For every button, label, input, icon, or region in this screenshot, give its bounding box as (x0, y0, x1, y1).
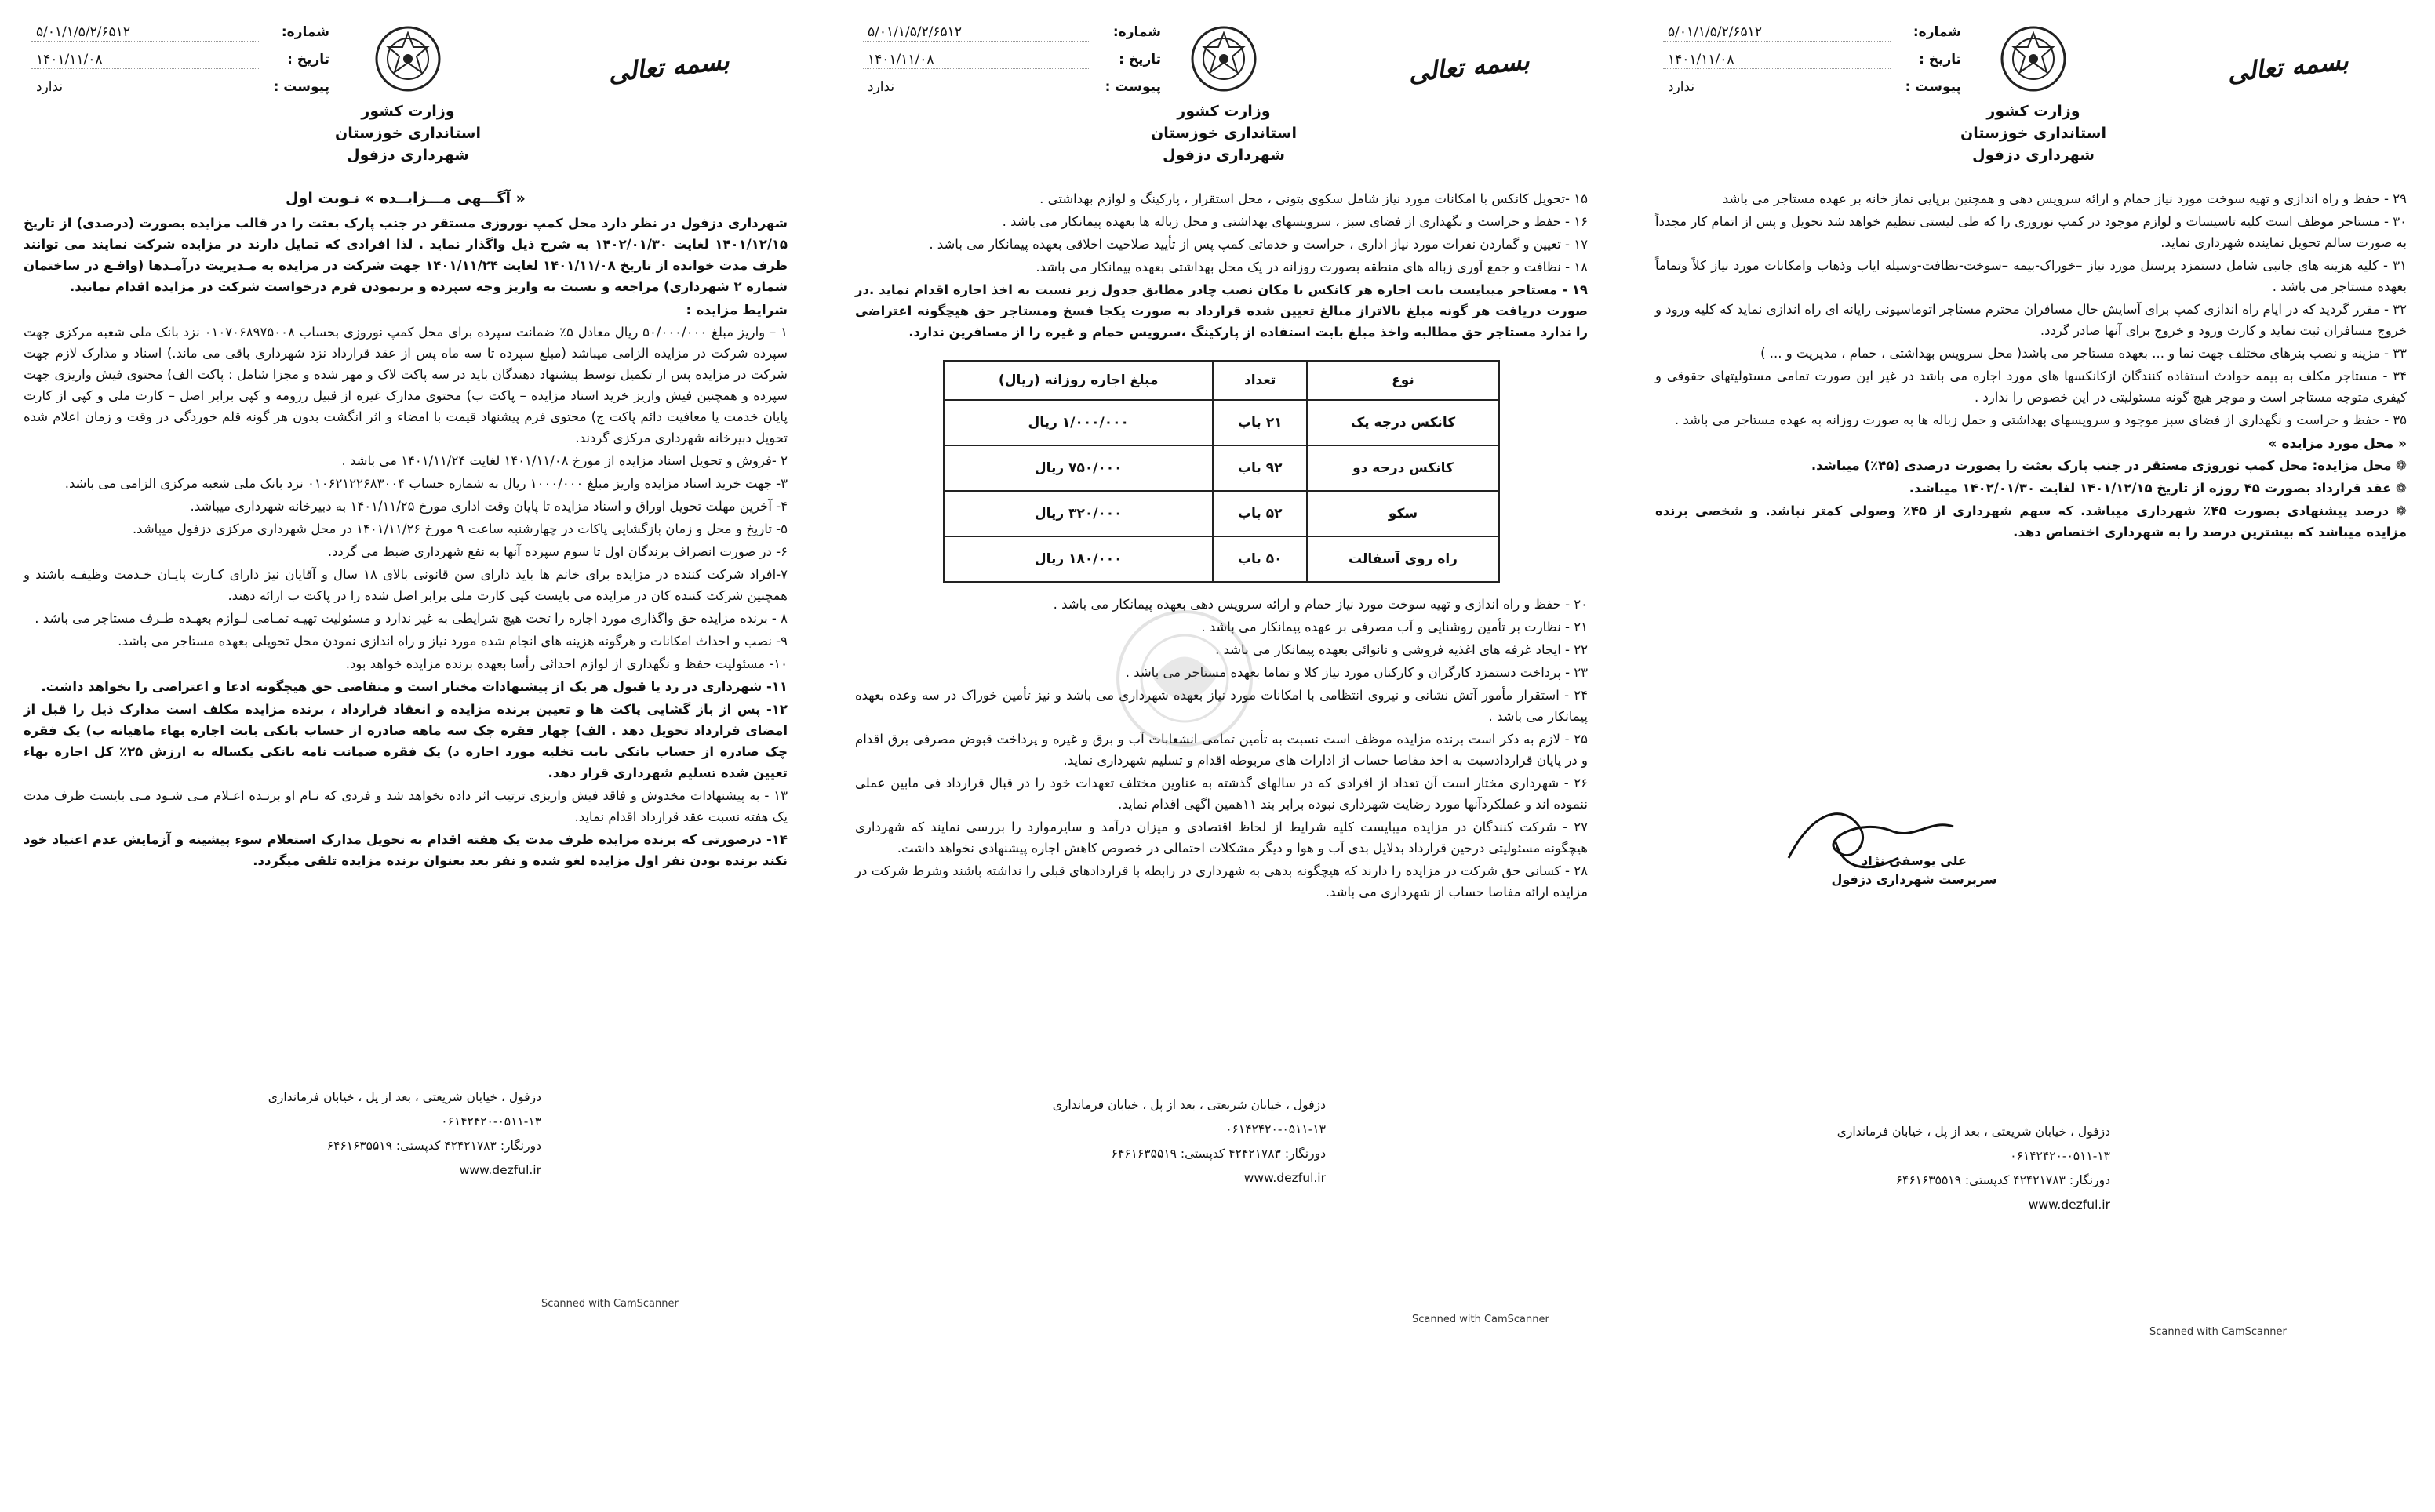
footer-website: www.dezful.ir (1243, 1171, 1326, 1185)
page-1 (0, 0, 816, 1512)
number-value: ۵/۰۱/۱/۵/۲/۶۵۱۲ (863, 24, 1090, 42)
place-bullet: ❁ محل مزایده: محل کمپ نوروزی مستقر در جنب پارک بعثت را بصورت درصدی (۴۵٪) میباشد. (1811, 458, 2407, 473)
condition-item: ۲۸ - کسانی حق شرکت در مزایده را دارند که هیچگونه بدهی به شهرداری در رابطه با قراردادهای قبلی را نداشته باشند وشرط شرکت در مزایده ارائه مفاصا حساب از شهرداری می باشد. (855, 863, 1588, 900)
condition-item: ۲۳ - پرداخت دستمزد کارگران و کارکنان مورد نیاز کلا و تماما بعهده مستاجر می باشد . (1125, 665, 1588, 680)
condition-item: ۳۰ - مستاجر موظف است کلیه تاسیسات و لوازم موجود در کمپ نوروزی را که طی لیستی تنظیم خواهد شد تحویل و پس از اتمام کار مجدداً به صورت سالم تحویل نماینده شهرداری نماید. (1655, 214, 2407, 250)
ministry-line: وزارت کشور (1177, 103, 1271, 120)
table-row (944, 536, 1499, 582)
conditions-heading: شرایط مزایده : (686, 303, 788, 318)
attachment-value: ندارد (31, 78, 259, 96)
condition-item: ۳۴ - مستاجر مکلف به بیمه حوادث استفاده کنندگان ازکانکسها های مورد اجاره می باشد در غیر این صورت تمامی مسئولیتهای حقوقی و کیفری متوجه مستاجر است و موجر هیچ گونه مسئولیتی در این خصوص را ندارد . (1655, 369, 2407, 405)
municipality-emblem-icon (1998, 24, 2069, 94)
condition-item: ۷-افراد شرکت کننده در مزایده برای خانم ها باید دارای سن قانونی بالای ۱۸ سال و آقایان نیز دارای کـارت پایـان خـدمت وظیفـه باشند و همچنین شرکت کننده کان در مزایده می بایست کپی کارت ملی برابر اصل شده را در پاکت ب ارائه دهند. (24, 567, 788, 603)
condition-item: ۱۷ - تعیین و گماردن نفرات مورد نیاز اداری ، حراست و خدماتی کمپ پس از تأیید صلاحیت اخلاقی بعهده پیمانکار می باشد . (929, 237, 1588, 252)
scanner-label: Scanned with CamScanner (2149, 1326, 2287, 1338)
column-header: نوع (1307, 361, 1499, 400)
bismillah: بسمه تعالی (1407, 45, 1531, 88)
ministry-line: وزارت کشور (1986, 103, 2080, 120)
reference-block (1663, 24, 1961, 106)
date-label: تاریخ : (287, 52, 329, 67)
condition-item: ۳- جهت خرید اسناد مزایده واریز مبلغ ۱۰۰۰/۰۰۰ ریال به شماره حساب ۰۱۰۶۲۱۲۲۶۸۳۰۰۴ نزد بانک ملی شعبه مرکزی الزامی می باشد. (64, 476, 788, 491)
ministry-line: شهرداری دزفول (1972, 147, 2095, 164)
ministry-block (335, 100, 481, 166)
footer-website: www.dezful.ir (2028, 1198, 2110, 1212)
condition-item: ۲۹ - حفظ و راه اندازی و تهیه سوخت مورد نیاز حمام و ارائه سرویس دهی و همچنین برپایی نماز خانه بر عهده مستاجر می باشد (1722, 191, 2407, 206)
page-3-content (1632, 188, 2435, 543)
condition-item: ۲۶ - شهرداری مختار است آن تعداد از افرادی که در سالهای گذشته به عناوین مختلف تعهدات خود را در قبال قرارداد فی مابین عملی ننموده اند و عملکردآنها مورد رضایت شهرداری نبوده برابر بند ۱۱همین اگهی اقدام نماید. (855, 776, 1588, 812)
ministry-line: استانداری خوزستان (1960, 125, 2107, 142)
ministry-block (1151, 100, 1297, 166)
condition-item: ۳۵ - حفظ و حراست و نگهداری از فضای سبز موجود و سرویسهای بهداشتی و حمل زباله ها به صورت روزانه به عهده مستاجر می باشد . (1674, 413, 2407, 427)
condition-item: ۱ – واریز مبلغ ۵۰/۰۰۰/۰۰۰ ریال معادل ۵٪ ضمانت سپرده برای محل کمپ نوروزی بحساب ۰۱۰۷۰۶۸۹۷۵۰۰۸ نزد بانک ملی شعبه مرکزی جهت سپرده شرکت در مزایده الزامی میباشد (مبلغ سپرده تا سه ماه پس از عقد قرارداد نزد شهرداری باقی می ماند.) اسناد و مدارک لازم جهت شرکت در مزایده پس از تکمیل توسط پیشنهاد دهندگان باید در سه پاکت لاک و مهر شده و مجزا شامل : پاکت الف) محتوی فیش واریزی جهت سپرده و همچنین فیش واریز خرید اسناد مزایده – پاکت ب) محتوی مدارک غیره از قبیل رزومه و کپی برابر اصل – کارت ملی و کپی از کارت پایان خدمت یا معافیت دائم پاکت ج) محتوی فرم پیشنهاد قیمت با امضاء و اثر انگشت بدون هر گونه قلم خوردگی در وقت و زمان اعلام شده تحویل دبیرخانه شهرداری مرکزی گردند. (24, 325, 788, 445)
table-row (944, 445, 1499, 491)
date-label: تاریخ : (1919, 52, 1961, 67)
condition-item: ۲۱ - نظارت بر تأمین روشنایی و آب مصرفی بر عهده پیمانکار می باشد . (1201, 620, 1588, 634)
footer-fax-postal: دورنگار: ۴۲۴۲۱۷۸۳ کدپستی: ۶۴۶۱۶۳۵۵۱۹ (326, 1139, 541, 1153)
letterhead (0, 0, 816, 188)
attachment-value: ندارد (1663, 78, 1891, 96)
condition-item: ۲۵ - لازم به ذکر است برنده مزایده موظف است نسبت به تأمین تمامی انشعابات آب و برق و غیره و پرداخت قبوض مصرفی برق اقدام و در پایان قراردادسبت به اخذ مفاصا حساب از ادارات های مربوطه اقدام و تسلیم شهرداری نماید. (855, 732, 1588, 768)
bismillah: بسمه تعالی (2226, 45, 2350, 88)
condition-item: ۸ - برنده مزایده حق واگذاری مورد اجاره را تحت هیچ شرایطی به غیر ندارد و مسئولیت تهیـه تمـامی لـوازم بعهـده طـرف مستاجر می باشد . (35, 611, 788, 626)
ministry-line: شهرداری دزفول (347, 147, 469, 164)
footer (981, 1093, 1326, 1190)
municipality-emblem-icon (1188, 24, 1259, 94)
condition-item: ۳۲ - مقرر گردید که در ایام راه اندازی کمپ برای آسایش حال مسافران محترم مستاجر اتوماسیونی رایانه ای راه اندازی نماید که کلیه ورود و خروج مسافران ثبت نماید و کارت ورود و خروج برای آنها صادر گردد. (1655, 302, 2407, 338)
ministry-line: استانداری خوزستان (1150, 125, 1298, 142)
table-cell: کانکس درجه دو (1307, 445, 1499, 491)
footer (196, 1085, 541, 1183)
table-cell: ۵۰ باب (1213, 536, 1307, 582)
date-value: ۱۴۰۱/۱۱/۰۸ (1663, 51, 1891, 69)
scanner-label: Scanned with CamScanner (541, 1298, 679, 1310)
place-bullet: ❁ عقد قرارداد بصورت ۴۵ روزه از تاریخ ۱۴۰۱/۱۲/۱۵ لغایت ۱۴۰۲/۰۱/۳۰ میباشد. (1909, 481, 2407, 496)
number-label: شماره: (1913, 24, 1961, 40)
notice-title: « آگـــهی مـــزایــده » نـوبت اول (286, 190, 526, 207)
letterhead (832, 0, 1616, 188)
table-row (944, 400, 1499, 445)
table-cell: ۵۲ باب (1213, 491, 1307, 536)
condition-item: ۱۵ -تحویل کانکس با امکانات مورد نیاز شامل سکوی بتونی ، محل استقرار ، پارکینگ و لوازم بهداشتی . (1039, 191, 1588, 206)
condition-item: ۱۱- شهرداری در رد یا قبول هر یک از پیشنهادات مختار است و متقاضی حق هیچگونه ادعا و اعتراضی را نخواهد داشت. (41, 679, 788, 694)
rent-table-header (944, 361, 1499, 400)
table-cell: کانکس درجه یک (1307, 400, 1499, 445)
reference-block (863, 24, 1161, 106)
condition-item: ۲۷ - شرکت کنندگان در مزایده میبایست کلیه شرایط از لحاظ اقتصادی و میزان درآمد و سایرموارد را بررسی نمایند که شهرداری هیچگونه مسئولیتی درحین قرارداد بدلایل بدی آب و هوا و دیگر مشکلات احتمالی در خصوص کاهش اجاره پیشنهادی نخواهد داشت. (855, 820, 1588, 856)
signatory (1812, 852, 2016, 889)
page-1-content (0, 188, 816, 871)
table-cell: ۱۸۰/۰۰۰ ریال (944, 536, 1213, 582)
attachment-label: پیوست : (273, 79, 329, 95)
page-3 (1632, 0, 2435, 1512)
signatory-title: سرپرست شهرداری دزفول (1831, 872, 1997, 887)
reference-block (31, 24, 329, 106)
condition-item: ۲۲ - ایجاد غرفه های اغذیه فروشی و نانوائی بعهده پیمانکار می باشد . (1215, 642, 1588, 657)
place-bullet: ❁ درصد پیشنهادی بصورت ۴۵٪ شهرداری میباشد. که سهم شهرداری از ۴۵٪ وصولی کمتر نباشد. و شخصی برنده مزایده میباشد که بیشترین درصد را به شهرداری اختصاص دهد. (1655, 503, 2407, 540)
bismillah: بسمه تعالی (606, 45, 731, 88)
condition-item: ۲ -فروش و تحویل اسناد مزایده از مورخ ۱۴۰۱/۱۱/۰۸ لغایت ۱۴۰۱/۱۱/۲۴ می باشد . (341, 453, 788, 468)
ministry-line: وزارت کشور (361, 103, 455, 120)
attachment-value: ندارد (863, 78, 1090, 96)
number-label: شماره: (1112, 24, 1161, 40)
condition-item: ۳۳ - مزینه و نصب بنرهای مختلف جهت نما و ... بعهده مستاجر می باشد( محل سرویس بهداشتی ، حمام ، مدیریت و ... ) (1760, 346, 2407, 361)
page-2 (832, 0, 1616, 1512)
ministry-line: شهرداری دزفول (1163, 147, 1285, 164)
page-2-content (832, 188, 1616, 903)
table-cell: ۱/۰۰۰/۰۰۰ ریال (944, 400, 1213, 445)
rent-table (943, 360, 1500, 583)
footer-address: دزفول ، خیابان شریعتی ، بعد از پل ، خیابان فرمانداری ۱۳-۰۵۱۱-۰۶۱۴۲۴۲۰ (268, 1090, 541, 1129)
date-value: ۱۴۰۱/۱۱/۰۸ (31, 51, 259, 69)
footer (1765, 1120, 2110, 1217)
footer-website: www.dezful.ir (459, 1163, 541, 1177)
number-label: شماره: (281, 24, 329, 40)
letterhead (1632, 0, 2435, 188)
stamp-watermark-icon (1098, 604, 1271, 753)
table-cell: ۷۵۰/۰۰۰ ریال (944, 445, 1213, 491)
condition-item: ۵- تاریخ و محل و زمان بازگشایی پاکات در چهارشنبه ساعت ۹ مورخ ۱۴۰۱/۱۱/۲۶ در محل شهرداری مرکزی دزفول میباشد. (132, 522, 788, 536)
ministry-block (1960, 100, 2106, 166)
attachment-label: پیوست : (1105, 79, 1161, 95)
municipality-emblem-icon (373, 24, 443, 94)
table-cell: راه روی آسفالت (1307, 536, 1499, 582)
ministry-line: استانداری خوزستان (334, 125, 482, 142)
condition-item: ۲۰ - حفظ و راه اندازی و تهیه سوخت مورد نیاز حمام و ارائه سرویس دهی بعهده پیمانکار می باشد . (1053, 597, 1588, 612)
signatory-name: علی یوسفی نژاد (1862, 853, 1967, 868)
number-value: ۵/۰۱/۱/۵/۲/۶۵۱۲ (31, 24, 259, 42)
table-cell: سکو (1307, 491, 1499, 536)
signature-block (1742, 795, 1997, 913)
condition-item: ۲۴ - استقرار مأمور آتش نشانی و نیروی انتظامی با امکانات مورد نیاز بعهده شهرداری می باشد و نیز تأمین خوراک در سه وعده بعهده پیمانکار می باشد . (855, 688, 1588, 724)
condition-item: ۱۸ - نظافت و جمع آوری زباله های منطقه بصورت روزانه در یک محل بهداشتی بعهده پیمانکار می باشد. (1036, 260, 1588, 274)
date-label: تاریخ : (1119, 52, 1161, 67)
table-row (944, 491, 1499, 536)
scanner-label: Scanned with CamScanner (1412, 1314, 1549, 1325)
column-header: مبلغ اجاره روزانه (ریال) (944, 361, 1213, 400)
place-heading: « محل مورد مزایده » (2268, 436, 2407, 452)
condition-item: ۱۲- پس از باز گشایی پاکت ها و تعیین برنده مزایده و انعقاد قرارداد ، برنده مزایده مکلف است مدارک ذیل را قبل از امضای قرارداد تحویل دهد . الف) چهار فقره چک سه ماهه صادره از حساب بانکی بابت اجاره بهاء ماهیانه ب) یک فقره چک صادره از حساب بانکی بابت تخلیه مورد اجاره د) یک فقره ضمانت نامه بانکی یکساله به ارزش ۲۵٪ کل اجاره بهاء تعیین شده تسلیم شهرداری قرار دهد. (24, 702, 788, 780)
condition-item: ۱۰- مسئولیت حفظ و نگهداری از لوازم احداثی رأسا بعهده برنده مزایده خواهد بود. (345, 656, 788, 671)
attachment-label: پیوست : (1905, 79, 1961, 95)
column-header: تعداد (1213, 361, 1307, 400)
condition-item: ۴- آخرین مهلت تحویل اوراق و اسناد مزایده تا پایان وقت اداری مورخ ۱۴۰۱/۱۱/۲۵ به دبیرخانه شهرداری میباشد. (190, 499, 788, 514)
footer-fax-postal: دورنگار: ۴۲۴۲۱۷۸۳ کدپستی: ۶۴۶۱۶۳۵۵۱۹ (1111, 1147, 1326, 1161)
condition-item: ۱۹ - مستاجر میبایست بابت اجاره هر کانکس با مکان نصب چادر مطابق جدول زیر نسبت به اخذ اجاره اقدام نماید .در صورت دریافت هر گونه مبلغ بالاتراز مبالغ تعیین شده قرارداد به صورت یکجا فسخ ومستاجر حق هیچگونه اعتراضی را ندارد مستاجر حق مطالبه واخذ مبلغ بابت استفاده از پارکینگ ،سرویس حمام و غیره را از مسافرین ندارد. (855, 282, 1588, 340)
table-cell: ۲۱ باب (1213, 400, 1307, 445)
date-value: ۱۴۰۱/۱۱/۰۸ (863, 51, 1090, 69)
condition-item: ۳۱ - کلیه هزینه های جانبی شامل دستمزد پرسنل مورد نیاز –خوراک-بیمه –سوخت-نظافت-وسیله ایاب وذهاب وامکانات مورد نیاز کلاً وتماماً بعهده مستاجر می باشد . (1655, 258, 2407, 294)
table-cell: ۹۲ باب (1213, 445, 1307, 491)
condition-item: ۱۶ - حفظ و حراست و نگهداری از فضای سبز ، سرویسهای بهداشتی و محل زباله ها بعهده پیمانکار می باشد . (1002, 214, 1588, 229)
condition-item: ۱۳ - به پیشنهادات مخدوش و فاقد فیش واریزی ترتیب اثر داده نخواهد شد و فردی که نـام او برنـده اعـلام مـی شـود مـی بایست ظرف مدت یک هفته نسبت عقد قرارداد اقدام نماید. (24, 788, 788, 824)
footer-address: دزفول ، خیابان شریعتی ، بعد از پل ، خیابان فرمانداری ۱۳-۰۵۱۱-۰۶۱۴۲۴۲۰ (1052, 1098, 1326, 1136)
table-cell: ۳۲۰/۰۰۰ ریال (944, 491, 1213, 536)
condition-item: ۱۴- درصورتی که برنده مزایده ظرف مدت یک هفته اقدام به تحویل مدارک استعلام سوء پیشینه و آزمایش عدم اعتیاد خود نکند برنده بودن نفر اول مزایده لغو شده و نفر بعد بعنوان برنده مزایده تلقی میگردد. (24, 832, 788, 868)
footer-address: دزفول ، خیابان شریعتی ، بعد از پل ، خیابان فرمانداری ۱۳-۰۵۱۱-۰۶۱۴۲۴۲۰ (1836, 1125, 2110, 1163)
footer-fax-postal: دورنگار: ۴۲۴۲۱۷۸۳ کدپستی: ۶۴۶۱۶۳۵۵۱۹ (1895, 1173, 2110, 1187)
number-value: ۵/۰۱/۱/۵/۲/۶۵۱۲ (1663, 24, 1891, 42)
notice-intro: شهرداری دزفول در نظر دارد محل کمپ نوروزی مستقر در جنب پارک بعثت را در قالب مزایده بصورت (درصدی) از تاریخ ۱۴۰۱/۱۲/۱۵ لغایت ۱۴۰۲/۰۱/۳۰ به شرح ذیل واگذار نماید . لذا افرادی که تمایل دارند در مزایده شرکت نمایند می توانند ظرف مدت خوانده از تاریخ ۱۴۰۱/۱۱/۰۸ لغایت ۱۴۰۱/۱۱/۲۴ جهت شرکت در مزایده به مـدیریت درآمـدها (واقـع در ساختمان شماره ۲ شهرداری) مراجعه و نسبت به واریز وجه سپرده و برنمودن فرم درخواست شرکت در مزایده اقدام نمانید. (24, 216, 788, 294)
condition-item: ۶- در صورت انصراف برندگان اول تا سوم سپرده آنها به نفع شهرداری ضبط می گردد. (327, 544, 788, 559)
condition-item: ۹- نصب و احداث امکانات و هرگونه هزینه های انجام شده مورد نیاز و راه اندازی نمودن محل تحویلی بعهده مستاجر می باشد. (118, 634, 788, 649)
